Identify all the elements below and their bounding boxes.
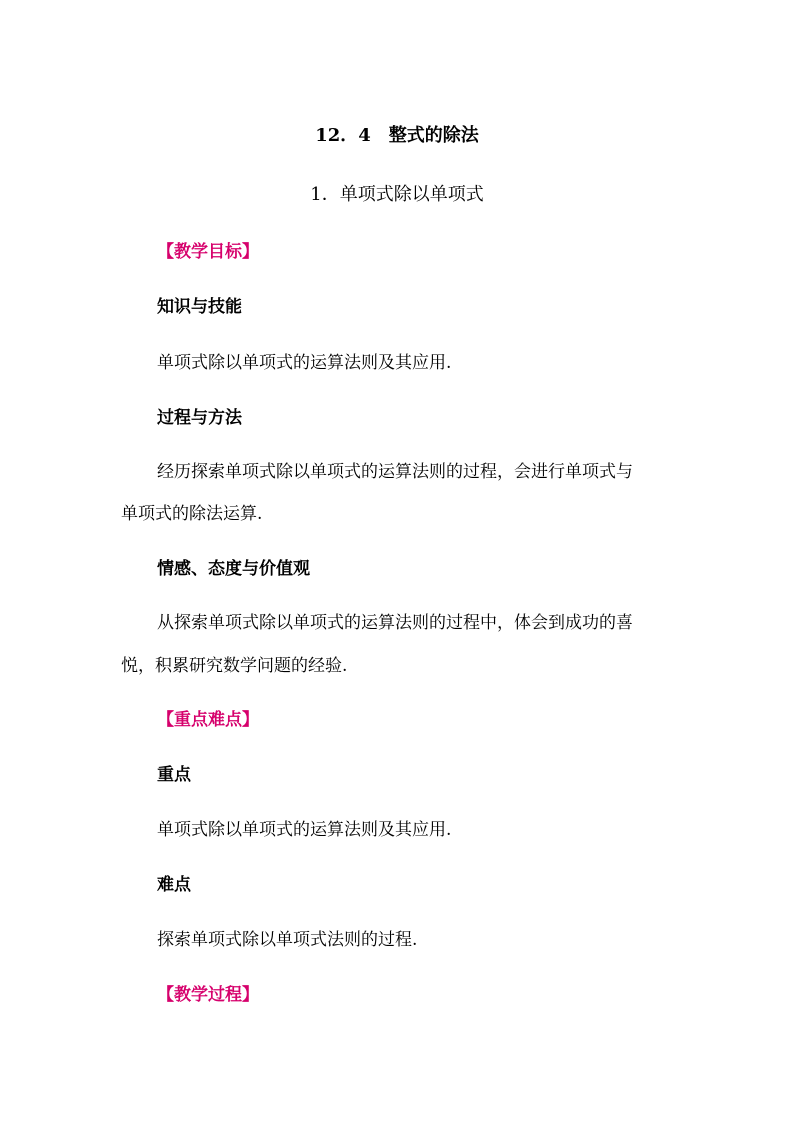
- difficulty-heading: 难点: [157, 875, 191, 895]
- emotion-values-text-line2: 悦，积累研究数学问题的经验.: [121, 656, 348, 676]
- process-methods-text-line1: 经历探索单项式除以单项式的运算法则的过程，会进行单项式与: [157, 462, 633, 482]
- key-point-heading: 重点: [157, 765, 191, 785]
- knowledge-skills-heading: 知识与技能: [157, 297, 242, 317]
- teaching-goals-heading: 【教学目标】: [157, 242, 259, 262]
- emotion-values-heading: 情感、态度与价值观: [157, 559, 310, 579]
- emotion-values-text-line1: 从探索单项式除以单项式的运算法则的过程中，体会到成功的喜: [157, 613, 633, 633]
- page-title: 12．4 整式的除法: [315, 125, 479, 146]
- knowledge-skills-text: 单项式除以单项式的运算法则及其应用.: [157, 353, 452, 373]
- teaching-process-heading: 【教学过程】: [157, 985, 259, 1005]
- page-subtitle: 1．单项式除以单项式: [310, 184, 484, 205]
- process-methods-text-line2: 单项式的除法运算.: [121, 504, 263, 524]
- key-difficulty-heading: 【重点难点】: [157, 710, 259, 730]
- key-point-text: 单项式除以单项式的运算法则及其应用.: [157, 820, 452, 840]
- process-methods-heading: 过程与方法: [157, 408, 242, 428]
- difficulty-text: 探索单项式除以单项式法则的过程.: [157, 930, 418, 950]
